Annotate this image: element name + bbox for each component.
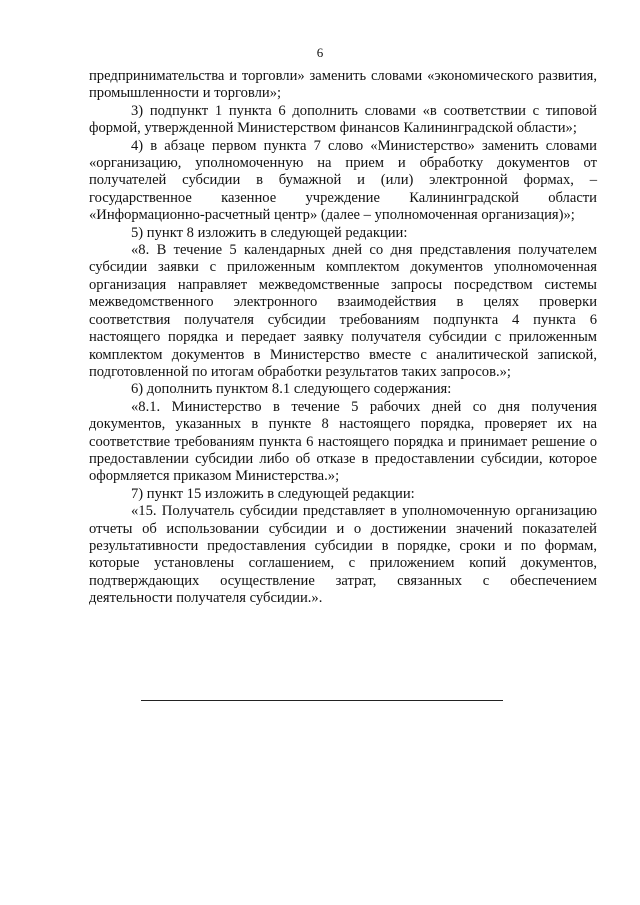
paragraph-clause-15: «15. Получатель субсидии представляет в уполномоченную организацию отчеты об использовании субсидии и о достижении значений показателей результативности предоставления субсидии в порядке, сроки и по формам, которые установлены соглашением, с приложением копий документов, подтверждающих осуществление затрат, связанных с обеспечением деятельности получателя субсидии.».: [89, 503, 597, 607]
paragraph-item-7: 7) пункт 15 изложить в следующей редакции:: [131, 485, 415, 502]
end-divider-line: [141, 700, 503, 701]
paragraph-clause-8: «8. В течение 5 календарных дней со дня представления получателем субсидии заявки с приложенным комплектом документов уполномоченная организация направляет межведомственные запросы посредством системы межведомственного электронного взаимодействия в целях проверки соответствия получателя субсидии требованиям подпункта 4 пункта 6 настоящего порядка и передает заявку получателя субсидии с приложенным комплектом документов в Министерство вместе с аналитической запиской, подготовленной по итогам обработки результатов таких запросов.»;: [89, 242, 597, 380]
document-body: [89, 68, 597, 608]
paragraph-item-5: 5) пункт 8 изложить в следующей редакции:: [131, 224, 408, 241]
paragraph-continuation: предпринимательства и торговли» заменить словами «экономического развития, промышленности и торговли»;: [89, 68, 597, 102]
paragraph-item-6: 6) дополнить пунктом 8.1 следующего содержания:: [131, 381, 452, 398]
page-number: 6: [316, 45, 324, 60]
paragraph-clause-8-1: «8.1. Министерство в течение 5 рабочих дней со дня получения документов, указанных в пункте 8 настоящего порядка, проверяет их на соответствие требованиям пункта 6 настоящего порядка и принимает решение о предоставлении субсидии либо об отказе в предоставлении субсидии, которое оформляется приказом Министерства.»;: [89, 398, 597, 485]
paragraph-item-4: 4) в абзаце первом пункта 7 слово «Министерство» заменить словами «организацию, уполномоченную на прием и обработку документов от получателей субсидии в бумажной и (или) электронной формах, – государственное казенное учреждение Калининградской области «Информационно-расчетный центр» (далее – уполномоченная организация)»;: [89, 137, 597, 224]
paragraph-item-3: 3) подпункт 1 пункта 6 дополнить словами «в соответствии с типовой формой, утвержденной Министерством финансов Калининградской области»;: [89, 102, 597, 137]
